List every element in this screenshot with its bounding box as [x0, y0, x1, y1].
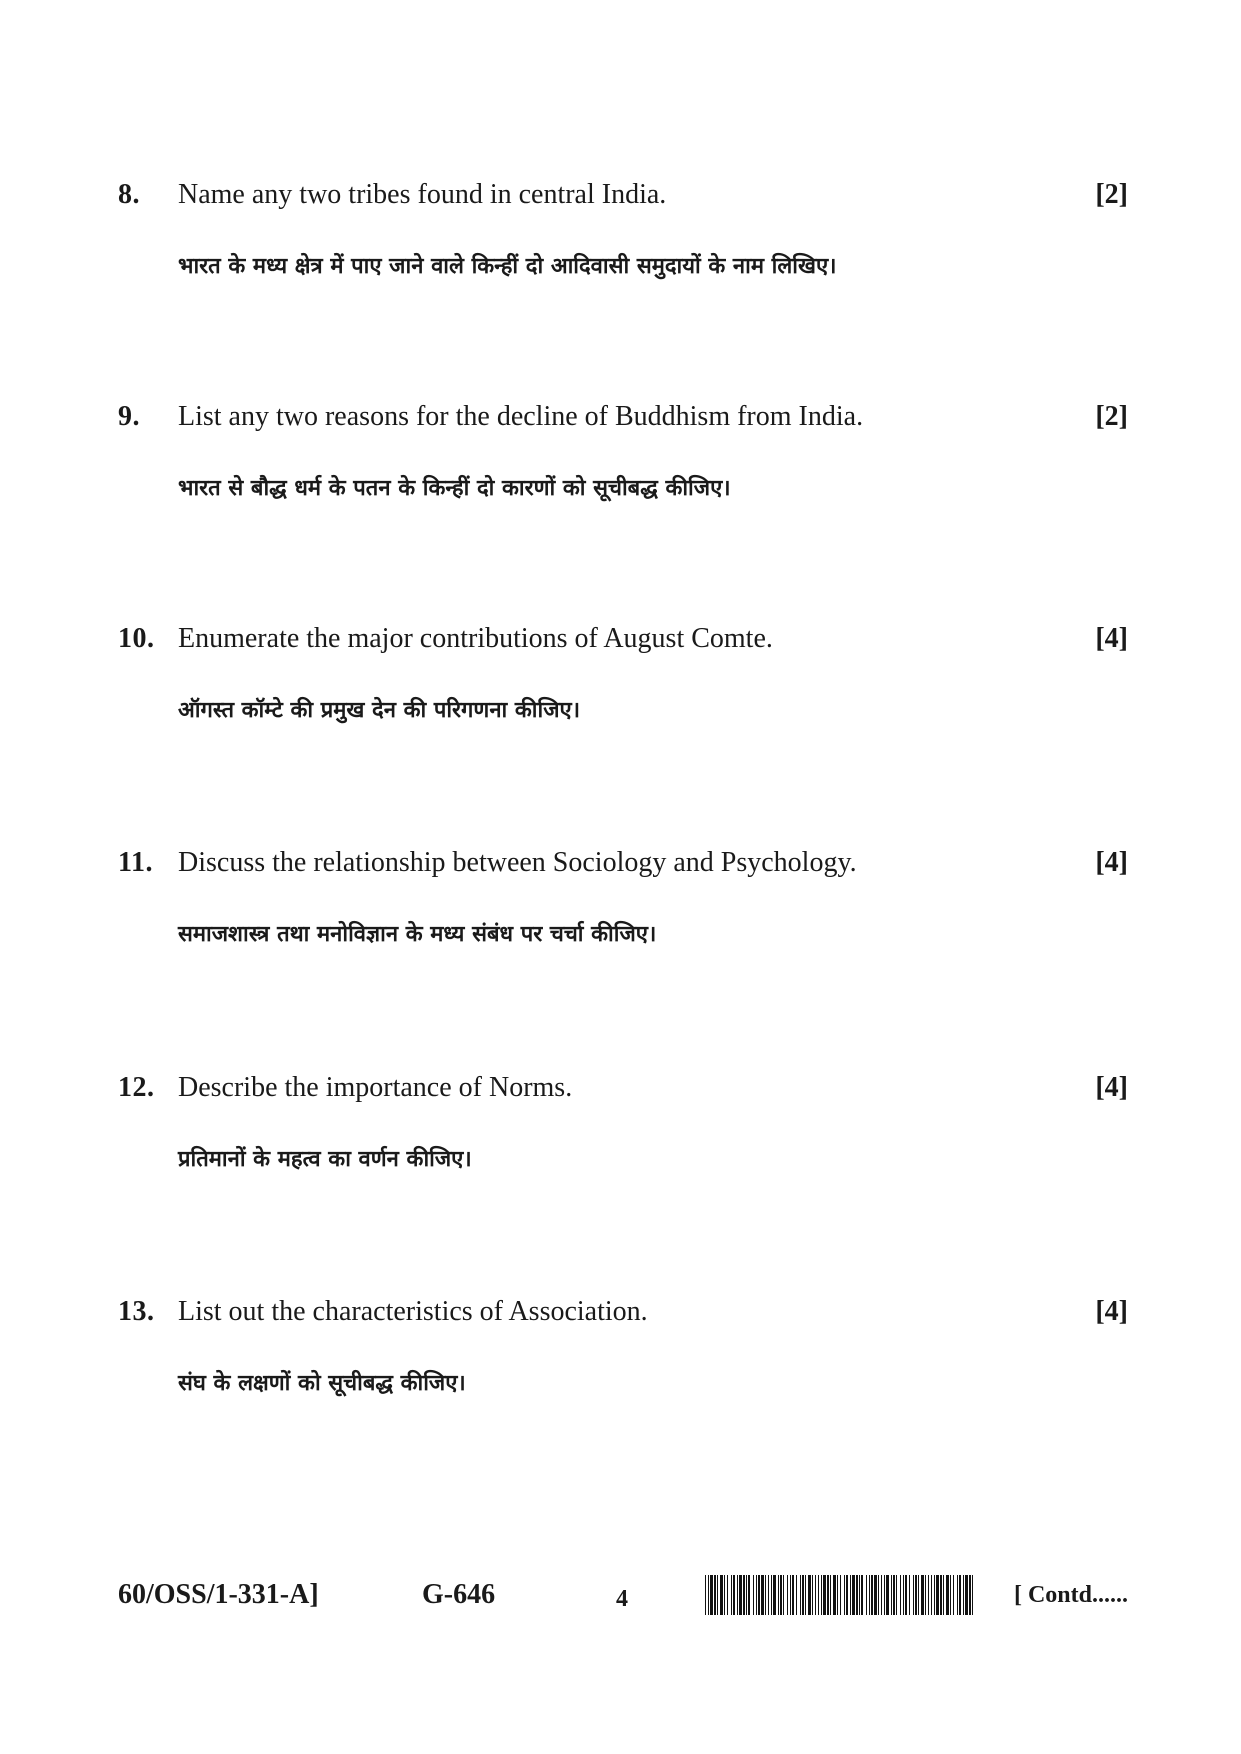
barcode-bar [710, 1575, 713, 1615]
paper-code: 60/OSS/1-331-A] [118, 1579, 319, 1610]
barcode-bar [802, 1575, 804, 1615]
question-text-english: Enumerate the major contributions of August Comte. [178, 623, 773, 654]
barcode-bar [963, 1575, 964, 1615]
question-number: 13. [118, 1296, 155, 1327]
question-number: 11. [118, 847, 153, 878]
barcode-bar [905, 1575, 907, 1615]
barcode-bar [903, 1575, 904, 1615]
barcode-bar [900, 1575, 901, 1615]
barcode-bar [869, 1575, 870, 1615]
question-marks: [4] [1095, 1296, 1128, 1327]
barcode-bar [921, 1575, 924, 1615]
barcode-bar [893, 1575, 895, 1615]
barcode-bar [812, 1575, 813, 1615]
barcode-bar [953, 1575, 954, 1615]
barcode-bar [771, 1575, 772, 1615]
barcode-bar [931, 1575, 932, 1615]
question-11 [118, 845, 1128, 965]
barcode-bar [837, 1575, 838, 1615]
barcode-bar [756, 1575, 757, 1615]
barcode-bar [866, 1575, 867, 1615]
barcode-bar [717, 1575, 718, 1615]
paper-id: G-646 [422, 1579, 496, 1610]
barcode-bar [748, 1575, 750, 1615]
barcode-bar [871, 1575, 873, 1615]
barcode-bar [959, 1575, 961, 1615]
question-9 [118, 399, 1128, 519]
barcode-bar [881, 1575, 882, 1615]
barcode-bar [761, 1575, 764, 1615]
barcode-bar [909, 1575, 910, 1615]
barcode-bar [844, 1575, 845, 1615]
barcode-bar [780, 1575, 782, 1615]
question-text-english: List any two reasons for the decline of Buddhism from India. [178, 401, 864, 432]
question-8 [118, 177, 1128, 297]
question-13 [118, 1294, 1128, 1414]
question-marks: [2] [1095, 179, 1128, 210]
question-text-hindi: समाजशास्त्र तथा मनोविज्ञान के मध्य संबंध पर चर्चा कीजिए। [178, 922, 657, 947]
barcode-bar [731, 1575, 732, 1615]
barcode-bar [884, 1575, 885, 1615]
barcode-bar [925, 1575, 926, 1615]
question-text-hindi: भारत के मध्य क्षेत्र में पाए जाने वाले किन्हीं दो आदिवासी समुदायों के नाम लिखिए। [178, 254, 837, 279]
question-marks: [4] [1095, 847, 1128, 878]
barcode-bar [891, 1575, 892, 1615]
barcode-bar [946, 1575, 949, 1615]
barcode-bar [859, 1575, 860, 1615]
question-number: 10. [118, 623, 155, 654]
barcode-bar [856, 1575, 858, 1615]
barcode-bar [739, 1575, 742, 1615]
barcode-bar [818, 1575, 819, 1615]
question-number: 9. [118, 401, 140, 432]
barcode-bar [861, 1575, 863, 1615]
barcode-bar [957, 1575, 958, 1615]
barcode-bar [727, 1575, 728, 1615]
question-number: 12. [118, 1072, 155, 1103]
barcode-bar [783, 1575, 784, 1615]
barcode-bar [724, 1575, 725, 1615]
barcode-bar [827, 1575, 829, 1615]
barcode-bar [943, 1575, 944, 1615]
barcode-bar [972, 1575, 973, 1615]
barcode-bar [765, 1575, 766, 1615]
question-text-english: List out the characteristics of Association. [178, 1296, 648, 1327]
barcode-bar [792, 1575, 794, 1615]
barcode-bar [915, 1575, 917, 1615]
barcode-bar [950, 1575, 951, 1615]
barcode-bar [840, 1575, 841, 1615]
barcode-bar [936, 1575, 939, 1615]
continued-label: [ Contd...... [1013, 1582, 1128, 1608]
barcode-bar [790, 1575, 791, 1615]
barcode-bar [773, 1575, 776, 1615]
question-text-english: Describe the importance of Norms. [178, 1072, 573, 1103]
question-text-hindi: संघ के लक्षणों को सूचीबद्ध कीजिए। [178, 1371, 466, 1396]
barcode-bar [913, 1575, 914, 1615]
question-marks: [4] [1095, 1072, 1128, 1103]
barcode-bar [705, 1575, 706, 1615]
barcode-bar [737, 1575, 738, 1615]
question-number: 8. [118, 179, 140, 210]
barcode-bar [733, 1575, 735, 1615]
barcode-bar [746, 1575, 747, 1615]
barcode-bar [896, 1575, 897, 1615]
barcode-bar [886, 1575, 889, 1615]
barcode-bar [965, 1575, 968, 1615]
barcode-bar [934, 1575, 935, 1615]
question-text-hindi: प्रतिमानों के महत्व का वर्णन कीजिए। [178, 1147, 472, 1172]
question-12 [118, 1070, 1128, 1190]
question-text-hindi: ऑगस्त कॉम्टे की प्रमुख देन की परिगणना कीजिए। [178, 698, 581, 723]
barcode-bar [928, 1575, 929, 1615]
barcode-bar [823, 1575, 826, 1615]
barcode-bar [758, 1575, 760, 1615]
barcode-bar [846, 1575, 848, 1615]
barcode-bar [714, 1575, 716, 1615]
question-text-english: Name any two tribes found in central India. [178, 179, 667, 210]
barcode-bar [821, 1575, 822, 1615]
barcode-bar [805, 1575, 806, 1615]
barcode-bar [808, 1575, 811, 1615]
barcode-bar [743, 1575, 745, 1615]
barcode-bar [878, 1575, 879, 1615]
barcode-bar [833, 1575, 836, 1615]
barcode-bar [778, 1575, 779, 1615]
barcode-bar [815, 1575, 816, 1615]
barcode-bar [800, 1575, 801, 1615]
page-number: 4 [616, 1586, 628, 1612]
barcode-bar [852, 1575, 855, 1615]
barcode-bar [850, 1575, 851, 1615]
page-footer [118, 1575, 1128, 1625]
barcode-bar [708, 1575, 709, 1615]
barcode-bar [830, 1575, 831, 1615]
barcode-bar [720, 1575, 723, 1615]
barcode-bar [753, 1575, 754, 1615]
question-text-english: Discuss the relationship between Sociology and Psychology. [178, 847, 857, 878]
barcode-bar [969, 1575, 971, 1615]
question-text-hindi: भारत से बौद्ध धर्म के पतन के किन्हीं दो कारणों को सूचीबद्ध कीजिए। [178, 476, 731, 501]
barcode-bar [918, 1575, 919, 1615]
question-marks: [4] [1095, 623, 1128, 654]
barcode-bar [768, 1575, 769, 1615]
barcode-bar [796, 1575, 797, 1615]
barcode [705, 1575, 973, 1615]
barcode-bar [940, 1575, 942, 1615]
question-10 [118, 621, 1128, 741]
barcode-bar [787, 1575, 788, 1615]
barcode-bar [874, 1575, 877, 1615]
question-marks: [2] [1095, 401, 1128, 432]
